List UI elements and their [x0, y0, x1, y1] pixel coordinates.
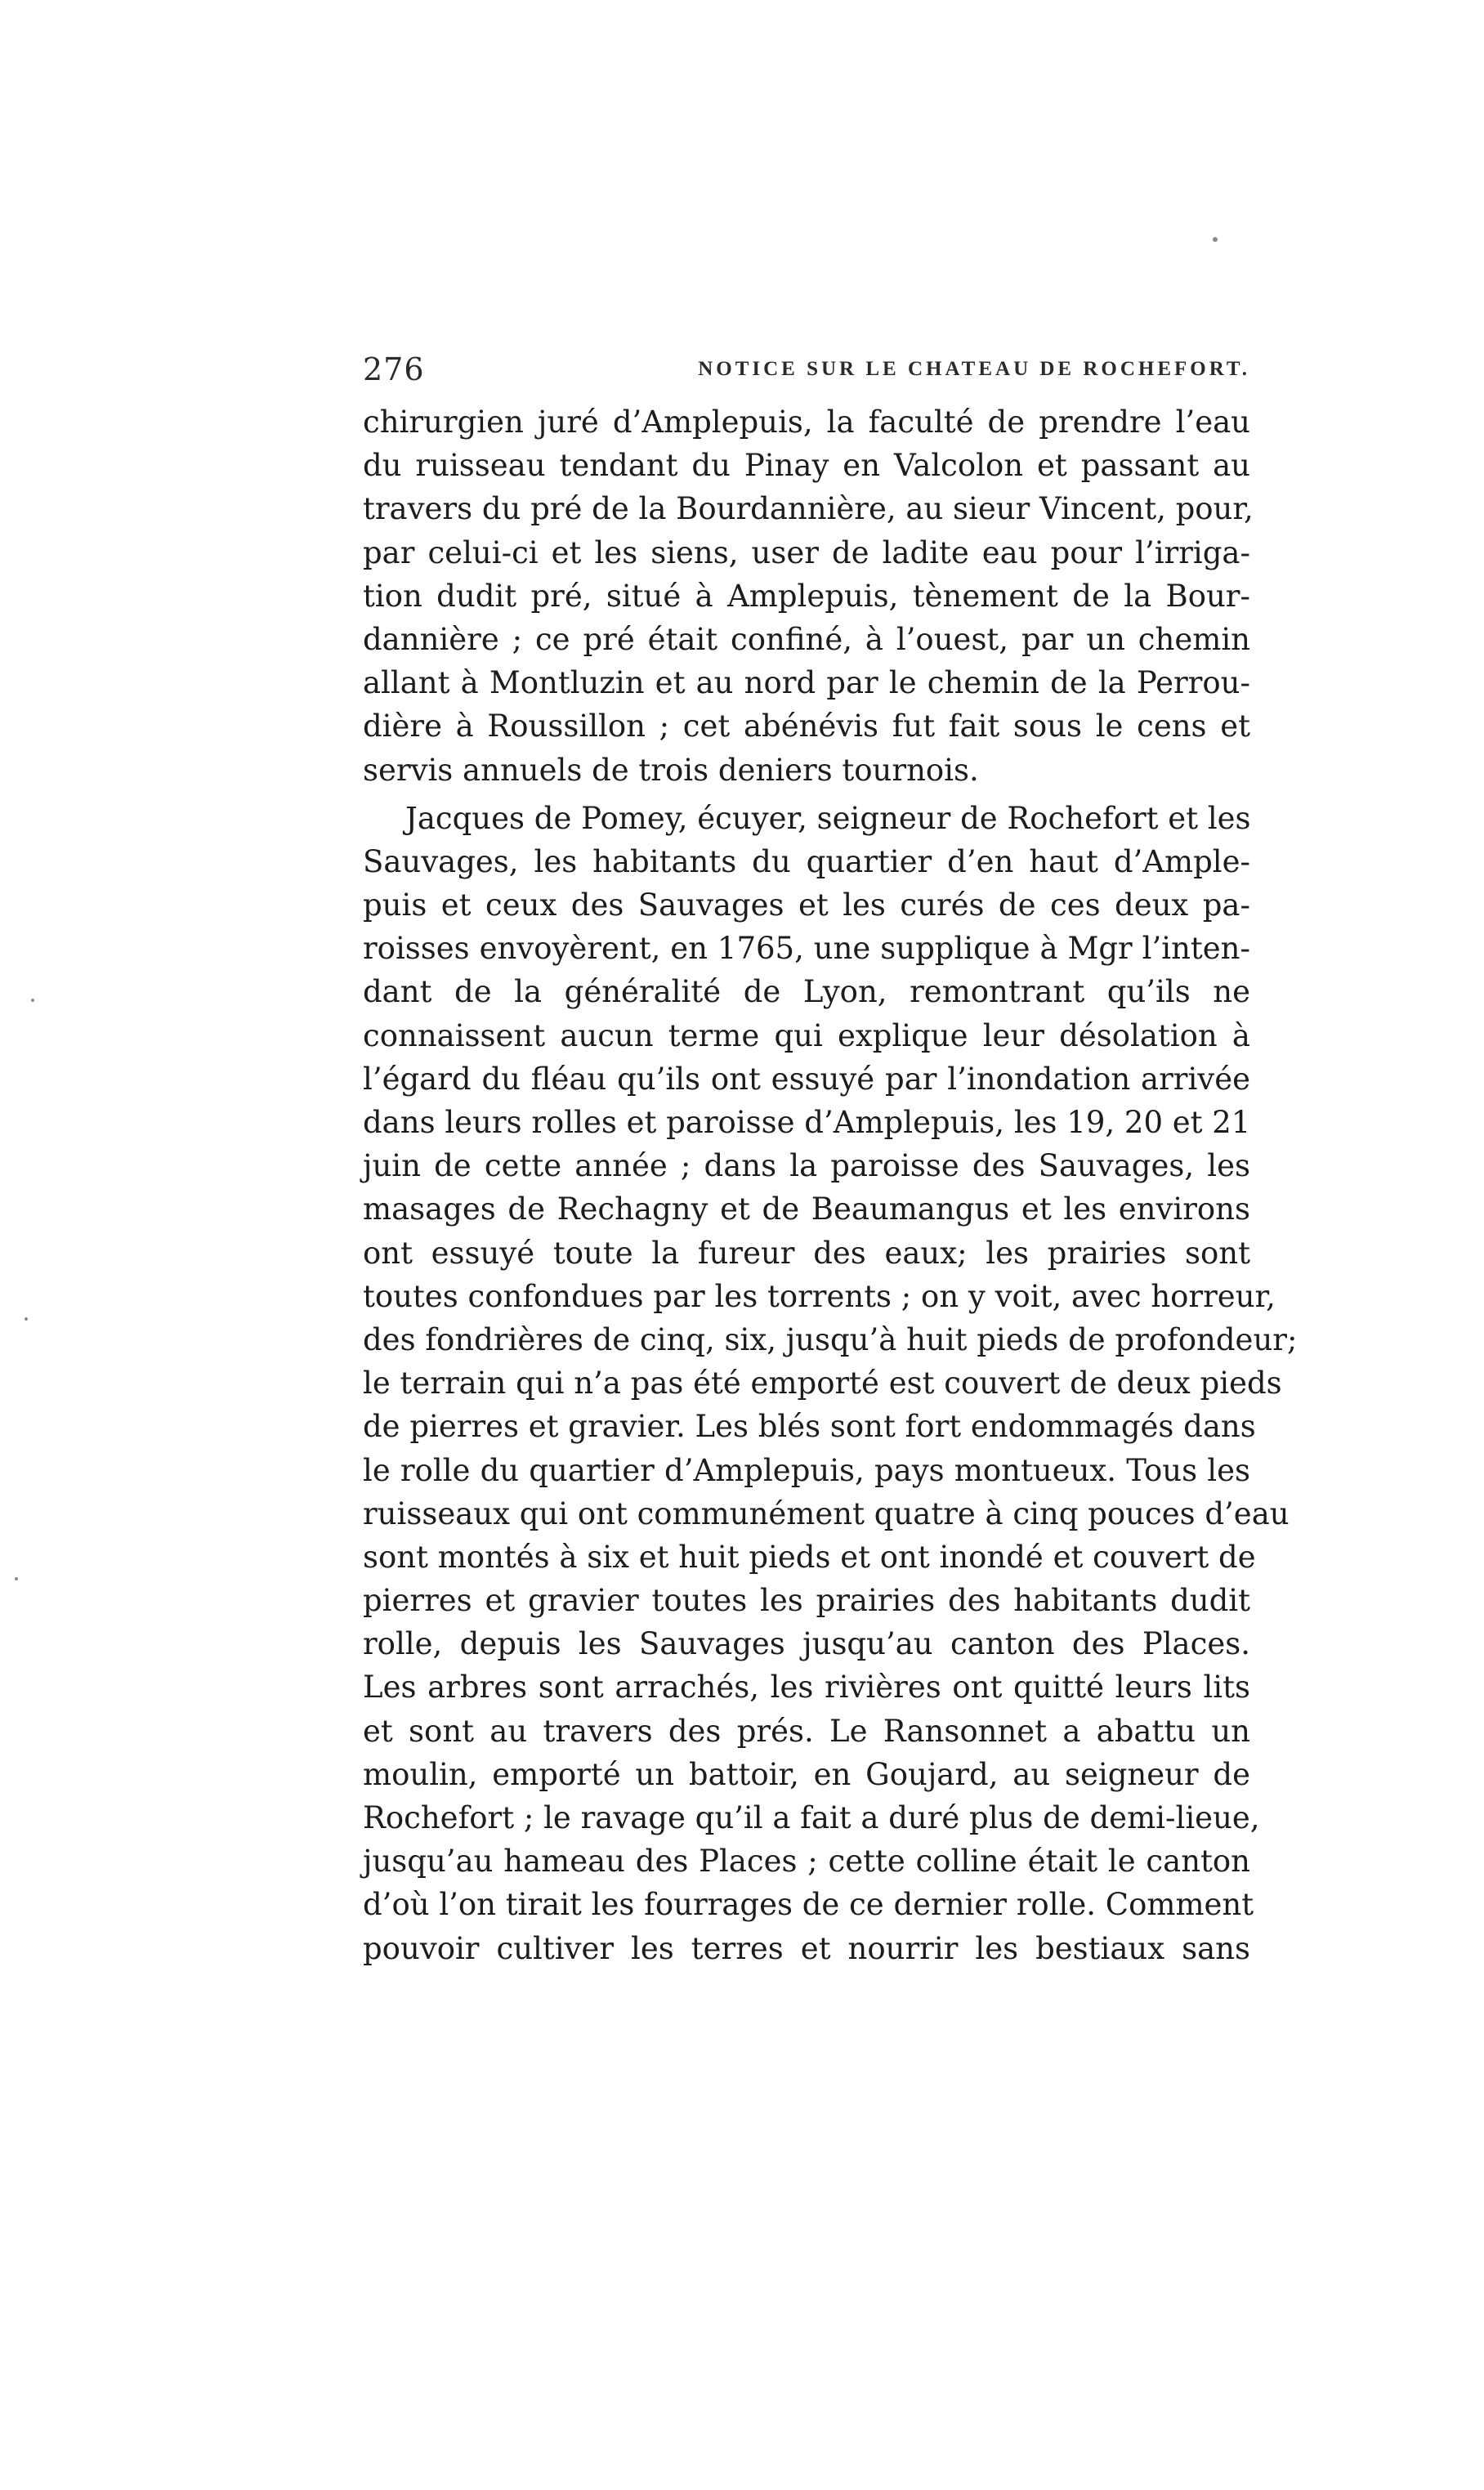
text-line: le terrain qui n’a pas été emporté est couvert de deux pieds	[363, 1366, 1282, 1401]
text-line: Sauvages, les habitants du quartier d’en haut d’Ample-	[363, 843, 1250, 879]
text-line: et sont au travers des prés. Le Ransonnet a abattu un	[363, 1713, 1250, 1749]
text-line: ruisseaux qui ont communément quatre à cinq pouces d’eau	[363, 1495, 1290, 1531]
text-line: d’où l’on tirait les fourrages de ce dernier rolle. Comment	[363, 1887, 1254, 1923]
ink-speck	[31, 999, 34, 1002]
text-line: pouvoir cultiver les terres et nourrir les bestiaux sans	[363, 1930, 1250, 1966]
text-line: dant de la généralité de Lyon, remontrant qu’ils ne	[363, 974, 1250, 1010]
text-line: Rochefort ; le ravage qu’il a fait a duré plus de demi-lieue,	[363, 1800, 1260, 1835]
text-line: moulin, emporté un battoir, en Goujard, au seigneur de	[363, 1756, 1250, 1792]
text-line: des fondrières de cinq, six, jusqu’à huit pieds de profondeur;	[363, 1321, 1298, 1357]
text-line: rolle, depuis les Sauvages jusqu’au canton des Places.	[363, 1626, 1250, 1662]
text-line: jusqu’au hameau des Places ; cette colline était le canton	[363, 1844, 1250, 1880]
running-title: NOTICE SUR LE CHATEAU DE ROCHEFORT.	[698, 358, 1250, 380]
paragraph-1	[363, 400, 1254, 792]
text-line: chirurgien juré d’Amplepuis, la faculté de prendre l’eau	[363, 405, 1250, 440]
ink-speck	[1213, 237, 1218, 242]
text-line: par celui-ci et les siens, user de ladite eau pour l’irriga-	[363, 534, 1250, 570]
text-line: allant à Montluzin et au nord par le chemin de la Perrou-	[363, 665, 1250, 701]
ink-speck	[25, 1317, 28, 1321]
page-header	[363, 351, 1250, 394]
text-line: dière à Roussillon ; cet abénévis fut fait sous le cens et	[363, 709, 1250, 744]
text-line: Les arbres sont arrachés, les rivières ont quitté leurs lits	[363, 1670, 1250, 1705]
text-line: Jacques de Pomey, écuyer, seigneur de Rochefort et les	[405, 800, 1251, 836]
text-line: ont essuyé toute la fureur des eaux; les prairies sont	[363, 1235, 1250, 1271]
text-line: toutes confondues par les torrents ; on y voit, avec horreur,	[363, 1278, 1276, 1314]
text-line: de pierres et gravier. Les blés sont fort endommagés dans	[363, 1409, 1256, 1445]
body-text	[363, 400, 1298, 1970]
text-line: roisses envoyèrent, en 1765, une supplique à Mgr l’inten-	[363, 931, 1250, 967]
text-line: travers du pré de la Bourdannière, au sieur Vincent, pour,	[363, 491, 1254, 527]
text-line: l’égard du fléau qu’ils ont essuyé par l’inondation arrivée	[363, 1061, 1250, 1097]
text-line: servis annuels de trois deniers tournois.	[363, 752, 979, 788]
ink-speck	[15, 1577, 18, 1580]
text-line: juin de cette année ; dans la paroisse des Sauvages, les	[363, 1148, 1250, 1184]
text-line: sont montés à six et huit pieds et ont inondé et couvert de	[363, 1539, 1256, 1575]
text-line: tion dudit pré, situé à Amplepuis, tènement de la Bour-	[363, 578, 1250, 614]
page-number: 276	[363, 351, 425, 387]
text-line: dannière ; ce pré était confiné, à l’ouest, par un chemin	[363, 621, 1250, 657]
text-line: du ruisseau tendant du Pinay en Valcolon et passant au	[363, 448, 1250, 484]
paragraph-2	[363, 797, 1298, 1970]
text-line: pierres et gravier toutes les prairies des habitants dudit	[363, 1583, 1250, 1619]
text-line: puis et ceux des Sauvages et les curés de ces deux pa-	[363, 887, 1250, 923]
text-line: connaissent aucun terme qui explique leur désolation à	[363, 1017, 1250, 1053]
text-line: le rolle du quartier d’Amplepuis, pays montueux. Tous les	[363, 1452, 1250, 1488]
text-line: masages de Rechagny et de Beaumangus et les environs	[363, 1191, 1250, 1227]
text-line: dans leurs rolles et paroisse d’Amplepuis, les 19, 20 et 21	[363, 1105, 1251, 1140]
